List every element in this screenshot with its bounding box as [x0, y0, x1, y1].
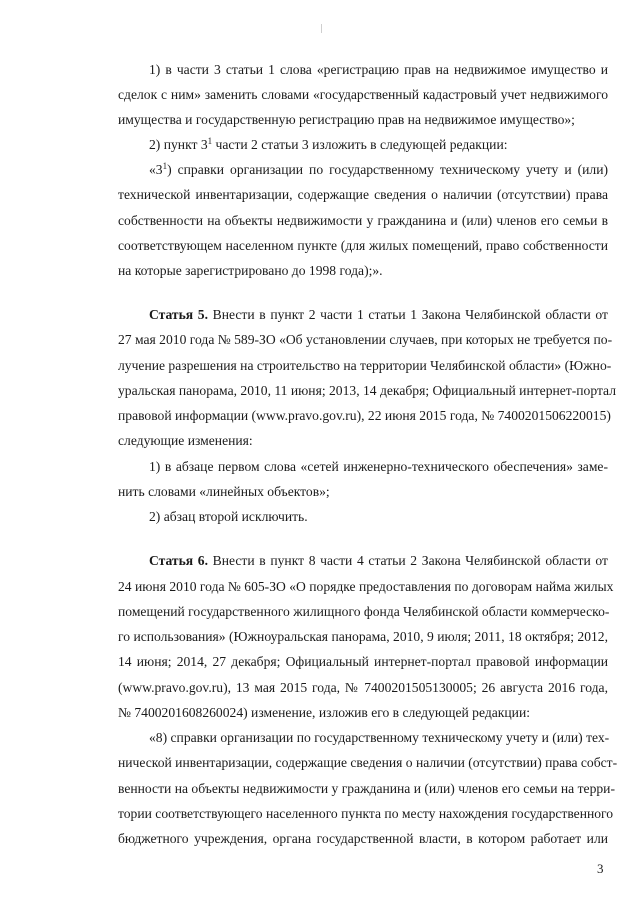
- text-line: 14 июня; 2014, 27 декабря; Официальный интернет-портал правовой информации: [118, 654, 608, 669]
- text-line: соответствующем населенном пункте (для жилых помещений, право собственности: [118, 238, 608, 253]
- text-line: [149, 136, 508, 154]
- superscript: 1: [207, 136, 213, 146]
- text-line: технической инвентаризации, содержащие сведения о наличии (отсутствии) права: [118, 187, 608, 202]
- text-fragment: части 2 статьи 3 изложить в следующей редакции:: [212, 137, 508, 152]
- article-heading: Статья 5.: [149, 307, 208, 322]
- text-line: 27 мая 2010 года № 589-ЗО «Об установлении случаев, при которых не требуется по-: [118, 332, 613, 347]
- article-6-line: [149, 552, 608, 570]
- text-fragment: 2) пункт 3: [149, 137, 208, 152]
- text-line: тории соответствующего населенного пункта по месту нахождения государственного: [118, 806, 614, 821]
- text-line: правовой информации (www.pravo.gov.ru), 22 июня 2015 года, № 7400201506220015): [118, 408, 611, 423]
- text-line: нической инвентаризации, содержащие сведения о наличии (отсутствии) права собст-: [118, 755, 618, 770]
- text-line: [149, 161, 608, 179]
- text-fragment: Внести в пункт 2 части 1 статьи 1 Закона Челябинской области от: [208, 307, 608, 322]
- text-line: «8) справки организации по государственному техническому учету и (или) тех-: [149, 730, 610, 745]
- text-line: сделок с ним» заменить словами «государственный кадастровый учет недвижимого: [118, 87, 608, 102]
- text-line: 1) в части 3 статьи 1 слова «регистрацию прав на недвижимое имущество и: [149, 62, 608, 77]
- superscript: 1: [162, 161, 168, 171]
- text-line: № 7400201608260024) изменение, изложив его в следующей редакции:: [118, 705, 530, 720]
- text-line: уральская панорама, 2010, 11 июня; 2013, 14 декабря; Официальный интернет-портал: [118, 383, 616, 398]
- text-fragment: ) справки организации по государственному техническому учету и (или): [167, 162, 608, 177]
- text-line: собственности на объекты недвижимости у гражданина и (или) членов его семьи в: [118, 213, 608, 228]
- page-number: 3: [597, 861, 604, 876]
- text-line: го использования» (Южноуральская панорама, 2010, 9 июля; 2011, 18 октября; 2012,: [118, 629, 608, 644]
- text-line: 24 июня 2010 года № 605-ЗО «О порядке предоставления по договорам найма жилых: [118, 579, 614, 594]
- text-fragment: Внести в пункт 8 части 4 статьи 2 Закона Челябинской области от: [208, 553, 608, 568]
- text-fragment: «3: [149, 162, 163, 177]
- text-line: помещений государственного жилищного фонда Челябинской области коммерческо-: [118, 604, 610, 619]
- text-line: 2) абзац второй исключить.: [149, 509, 308, 524]
- text-line: 1) в абзаце первом слова «сетей инженерно-технического обеспечения» заме-: [149, 459, 608, 474]
- text-line: (www.pravo.gov.ru), 13 мая 2015 года, № 7400201505130005; 26 августа 2016 года,: [118, 680, 608, 695]
- text-line: следующие изменения:: [118, 433, 253, 448]
- text-line: лучение разрешения на строительство на территории Челябинской области» (Южно-: [118, 358, 612, 373]
- text-line: нить словами «линейных объектов»;: [118, 484, 330, 499]
- scan-mark: [321, 24, 322, 33]
- text-line: имущества и государственную регистрацию прав на недвижимое имущество»;: [118, 112, 575, 127]
- text-line: бюджетного учреждения, органа государственной власти, в котором работает или: [118, 831, 608, 846]
- text-line: венности на объекты недвижимости у гражданина и (или) членов его семьи на терри-: [118, 781, 615, 796]
- article-5-line: [149, 306, 608, 324]
- article-heading: Статья 6.: [149, 553, 208, 568]
- text-line: на которые зарегистрировано до 1998 года);».: [118, 263, 383, 278]
